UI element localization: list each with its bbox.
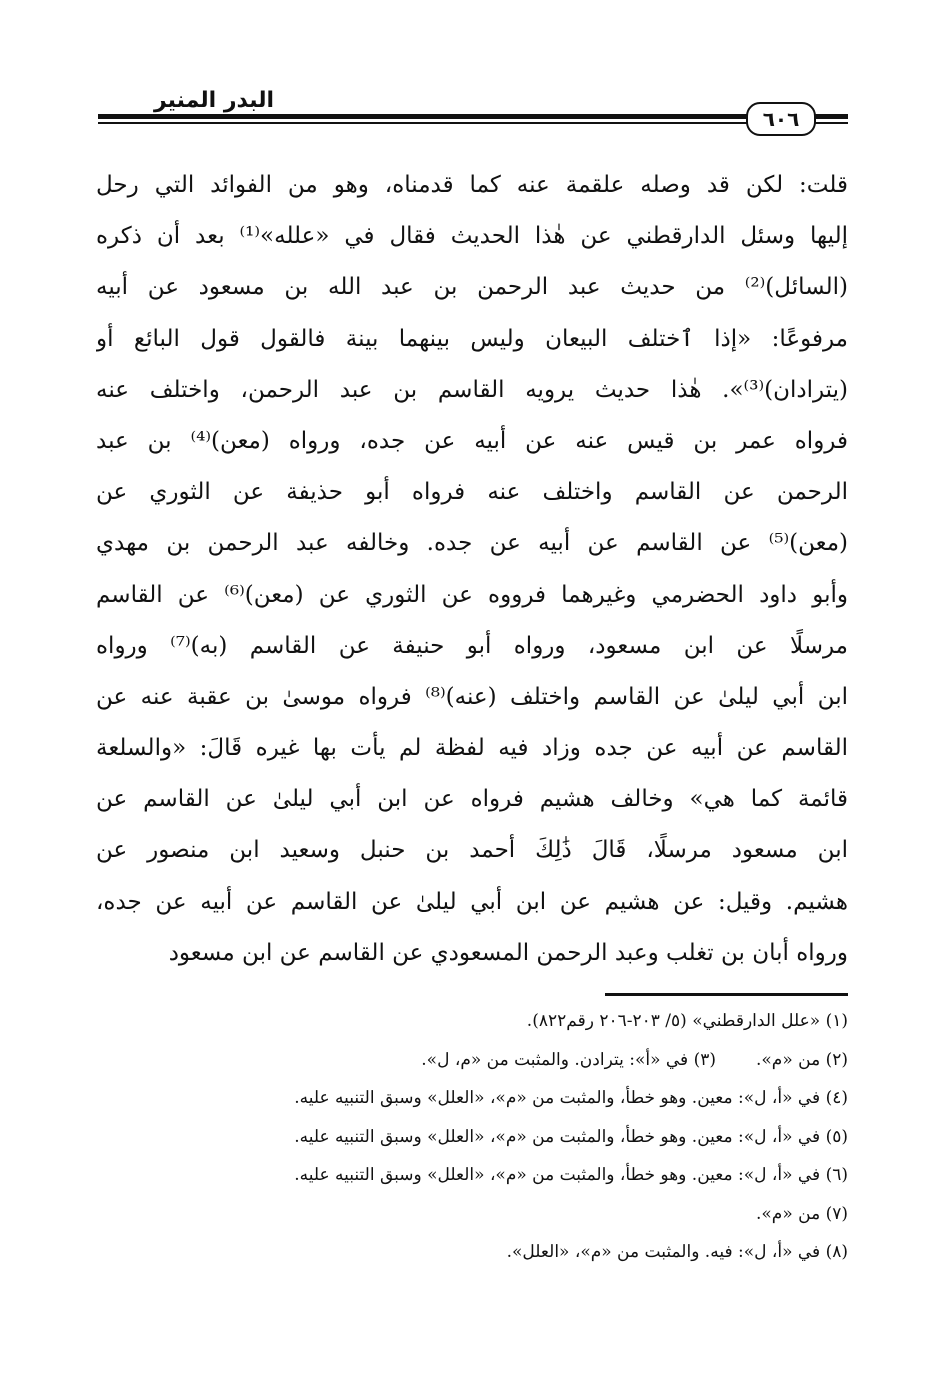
book-title: البدر المنير [150,88,278,114]
text-line: قلت: لكن قد وصله علقمة عنه كما قدمناه، وهو من الفوائد التي رحل [96,172,848,198]
text-line: ابن أبي ليلىٰ عن القاسم واختلف (عنه)⁽⁸⁾ فرواه موسىٰ بن عقبة عنه عن [96,683,848,710]
footnote-6: (٦) في «أ، ل»: معين. وهو خطأ، والمثبت من «م»، «العلل» وسبق التنبيه عليه. [294,1165,848,1185]
text-line: إليها وسئل الدارقطني عن هٰذا الحديث فقال في «علله»⁽¹⁾ بعد أن ذكره [96,223,848,250]
footnote-7: (٧) من «م». [756,1203,848,1224]
text-line: (السائل)⁽²⁾ من حديث عبد الرحمن بن عبد الله بن مسعود عن أبيه [96,274,848,301]
text-line: مرفوعًا: «إذا ٱختلف البيعان وليس بينهما بينة فالقول قول البائع أو [96,325,848,352]
page-number: ٦٠٦ [746,102,816,136]
text-line: هشيم. وقيل: عن هشيم عن ابن أبي ليلىٰ عن القاسم عن أبيه عن جده، [96,888,848,915]
text-line: فرواه عمر بن قيس عنه عن أبيه عن جده، ورواه (معن)⁽⁴⁾ بن عبد [96,427,848,454]
header-rule-thin [98,122,848,124]
text-line: (معن)⁽⁵⁾ عن القاسم عن أبيه عن جده. وخالفه عبد الرحمن بن مهدي [96,530,848,557]
text-line: ابن مسعود مرسلًا، قَالَ ذَٰلِكَ أحمد بن حنبل وسعيد ابن منصور عن [96,837,848,864]
footnote-2: (٢) من «م». [756,1049,848,1070]
text-line: قائمة كما هي» وخالف هشيم فرواه عن ابن أبي ليلىٰ عن القاسم عن [96,786,848,813]
footnote-8: (٨) في «أ، ل»: فيه. والمثبت من «م»، «العلل». [506,1242,848,1262]
text-line: الرحمن عن القاسم واختلف عنه فرواه أبو حذيفة عن الثوري عن [96,479,848,506]
main-text [96,160,848,979]
footnote-4: (٤) في «أ، ل»: معين. وهو خطأ، والمثبت من «م»، «العلل» وسبق التنبيه عليه. [294,1088,848,1108]
text-line: مرسلًا عن ابن مسعود، ورواه أبو حنيفة عن القاسم (به)⁽⁷⁾ ورواه [96,632,848,659]
text-line: وأبو داود الحضرمي وغيرهما فرووه عن الثوري عن (معن)⁽⁶⁾ عن القاسم [96,581,848,608]
text-line: (يترادان)⁽³⁾». هٰذا حديث يرويه القاسم بن عبد الرحمن، واختلف عنه [96,376,848,403]
footnotes [96,1002,848,1272]
text-line: القاسم عن أبيه عن جده وزاد فيه لفظة لم يأت بها غيره قَالَ: «والسلعة [96,735,848,762]
footnote-row-2-3 [96,1041,848,1080]
text-line: ورواه أبان بن تغلب وعبد الرحمن المسعودي عن القاسم عن ابن مسعود [168,939,848,966]
footnote-1: (١) «علل الدارقطني» (٥/ ٢٠٣-٢٠٦ رقم٨٢٢). [526,1011,848,1031]
footnote-separator [605,993,848,996]
header-rule-thick [98,114,848,119]
footnote-3: (٣) في «أ»: يترادن. والمثبت من «م، ل». [421,1049,716,1070]
footnote-5: (٥) في «أ، ل»: معين. وهو خطأ، والمثبت من «م»، «العلل» وسبق التنبيه عليه. [294,1126,848,1147]
running-header [98,88,848,138]
